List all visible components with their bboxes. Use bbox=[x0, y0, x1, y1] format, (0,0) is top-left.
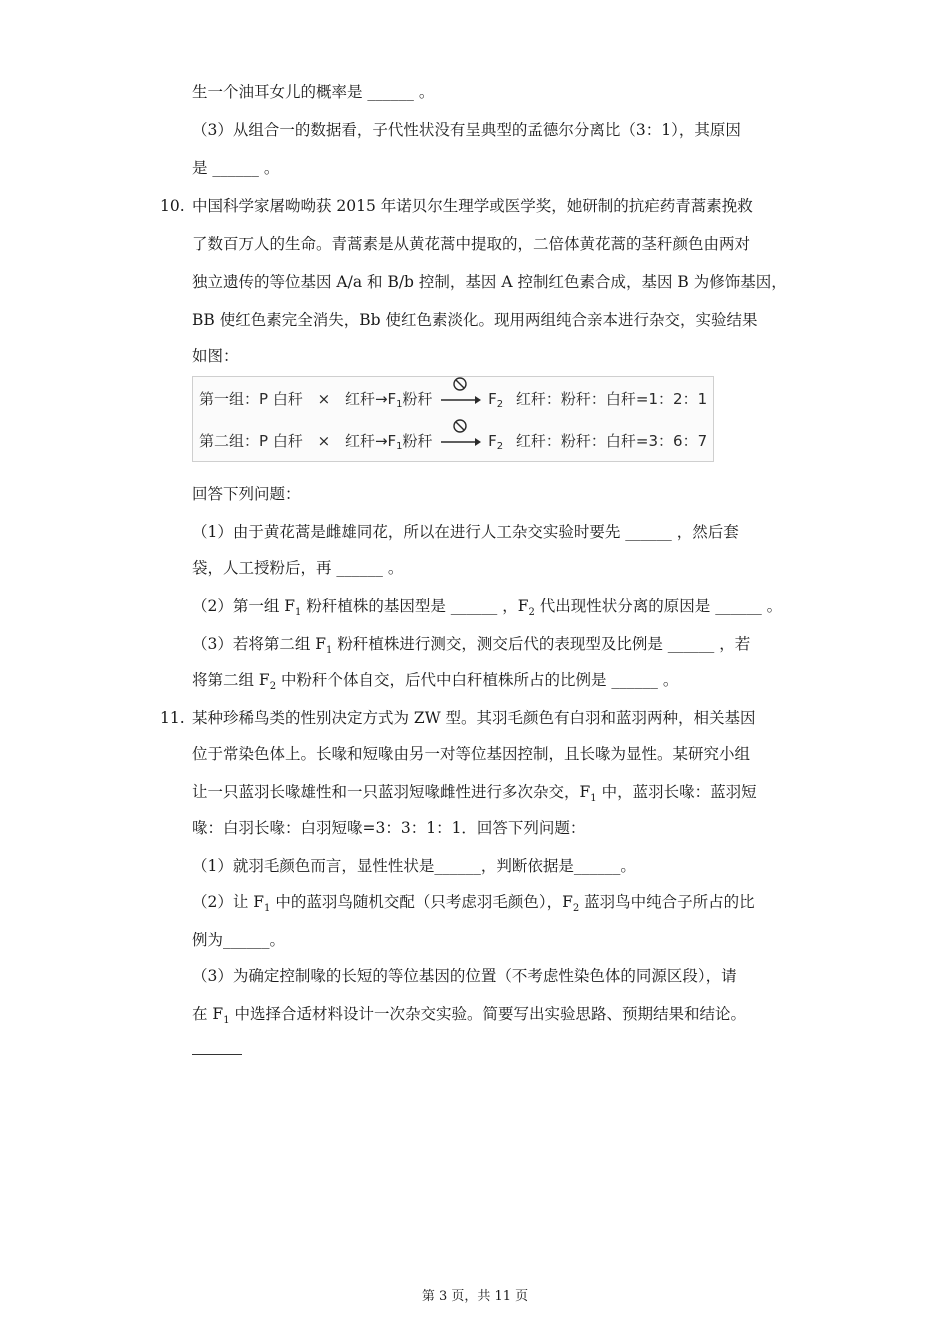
text-segment: （2）第一组 F bbox=[192, 597, 296, 615]
parent2-label: 红秆→F bbox=[344, 431, 397, 450]
text-line: 如图： bbox=[192, 347, 239, 365]
text-segment: 中，蓝羽长喙：蓝羽短 bbox=[596, 783, 757, 801]
subscript: 2 bbox=[269, 681, 277, 692]
f2-label: F bbox=[488, 431, 497, 450]
text-segment: 中的蓝羽鸟随机交配（只考虑羽毛颜色），F bbox=[270, 893, 573, 911]
selfing-arrow-icon bbox=[439, 386, 481, 412]
subscript: 1 bbox=[326, 645, 333, 656]
text-segment: 粉秆植株的基因型是 ______ ，F bbox=[301, 597, 529, 615]
parent2-label: 红秆→F bbox=[344, 389, 397, 408]
text-line bbox=[192, 1004, 746, 1024]
text-segment: 中选择合适材料设计一次杂交实验。简要写出实验思路、预期结果和结论。 bbox=[229, 1005, 746, 1023]
subscript: 2 bbox=[496, 441, 504, 452]
cross-symbol: × bbox=[317, 389, 331, 408]
subscript: 2 bbox=[572, 903, 580, 914]
question-number: 10. bbox=[160, 197, 185, 215]
subscript: 1 bbox=[264, 903, 271, 914]
subscript: 2 bbox=[528, 607, 535, 618]
selfing-arrow-icon bbox=[439, 428, 481, 454]
subscript: 1 bbox=[396, 441, 403, 452]
text-line: 独立遗传的等位基因 A/a 和 B/b 控制，基因 A 控制红色素合成，基因 B 为修饰基因， bbox=[192, 273, 787, 291]
text-line bbox=[192, 634, 750, 654]
figure-row-group2 bbox=[199, 427, 707, 453]
figure-row-group1 bbox=[199, 385, 707, 411]
answer-blank bbox=[192, 1054, 242, 1055]
text-line bbox=[192, 596, 782, 616]
text-line: 袋，人工授粉后，再 ______ 。 bbox=[192, 559, 404, 577]
text-segment: 将第二组 F bbox=[192, 671, 270, 689]
group-label: 第一组：P 白秆 bbox=[199, 389, 303, 408]
text-line: BB 使红色素完全消失，Bb 使红色素淡化。现用两组纯合亲本进行杂交，实验结果 bbox=[192, 311, 758, 329]
text-line bbox=[192, 782, 757, 802]
page-footer: 第 3 页，共 11 页 bbox=[421, 1289, 529, 1304]
text-line: （1）由于黄花蒿是雌雄同花，所以在进行人工杂交实验时要先 ______ ，然后套 bbox=[192, 523, 739, 541]
text-segment: （3）若将第二组 F bbox=[192, 635, 327, 653]
f2-ratio: 红秆：粉秆：白秆=1：2：1 bbox=[515, 389, 708, 408]
text-line: 喙：白羽长喙：白羽短喙=3：3：1：1．回答下列问题： bbox=[192, 819, 586, 837]
text-line: 生一个油耳女儿的概率是 ______ 。 bbox=[192, 83, 435, 101]
cross-experiment-figure bbox=[192, 376, 714, 462]
subscript: 1 bbox=[590, 793, 597, 804]
text-line: 例为______。 bbox=[192, 931, 286, 949]
text-line bbox=[192, 892, 755, 912]
text-line: 位于常染色体上。长喙和短喙由另一对等位基因控制，且长喙为显性。某研究小组 bbox=[192, 745, 751, 763]
text-segment: 在 F bbox=[192, 1005, 224, 1023]
text-line: 某种珍稀鸟类的性别决定方式为 ZW 型。其羽毛颜色有白羽和蓝羽两种，相关基因 bbox=[192, 709, 756, 727]
text-line bbox=[192, 670, 678, 690]
text-line: 回答下列问题： bbox=[192, 485, 301, 503]
text-segment: 蓝羽鸟中纯合子所占的比 bbox=[579, 893, 755, 911]
f2-ratio: 红秆：粉秆：白秆=3：6：7 bbox=[515, 431, 708, 450]
text-segment: 让一只蓝羽长喙雄性和一只蓝羽短喙雌性进行多次杂交，F bbox=[192, 783, 591, 801]
text-line: 了数百万人的生命。青蒿素是从黄花蒿中提取的，二倍体黄花蒿的茎秆颜色由两对 bbox=[192, 235, 751, 253]
f1-phenotype: 粉秆 bbox=[402, 389, 433, 408]
text-line: （3）为确定控制喙的长短的等位基因的位置（不考虑性染色体的同源区段），请 bbox=[192, 967, 737, 985]
text-segment: （2）让 F bbox=[192, 893, 265, 911]
subscript: 1 bbox=[223, 1015, 230, 1026]
group-label: 第二组：P 白秆 bbox=[199, 431, 303, 450]
f2-label: F bbox=[488, 389, 497, 408]
question-number: 11. bbox=[160, 709, 185, 727]
text-line: （1）就羽毛颜色而言，显性性状是______，判断依据是______。 bbox=[192, 857, 636, 875]
text-segment: 代出现性状分离的原因是 ______ 。 bbox=[534, 597, 783, 615]
subscript: 1 bbox=[295, 607, 302, 618]
text-line: 是 ______ 。 bbox=[192, 159, 280, 177]
f1-phenotype: 粉秆 bbox=[402, 431, 433, 450]
text-segment: 粉秆植株进行测交，测交后代的表现型及比例是 ______ ，若 bbox=[332, 635, 751, 653]
subscript: 2 bbox=[496, 399, 504, 410]
text-line: （3）从组合一的数据看，子代性状没有呈典型的孟德尔分离比（3：1），其原因 bbox=[192, 121, 741, 139]
text-line: 中国科学家屠呦呦获 2015 年诺贝尔生理学或医学奖，她研制的抗疟药青蒿素挽救 bbox=[192, 197, 753, 215]
text-segment: 中粉秆个体自交，后代中白秆植株所占的比例是 ______ 。 bbox=[276, 671, 679, 689]
cross-symbol: × bbox=[317, 431, 331, 450]
subscript: 1 bbox=[396, 399, 403, 410]
